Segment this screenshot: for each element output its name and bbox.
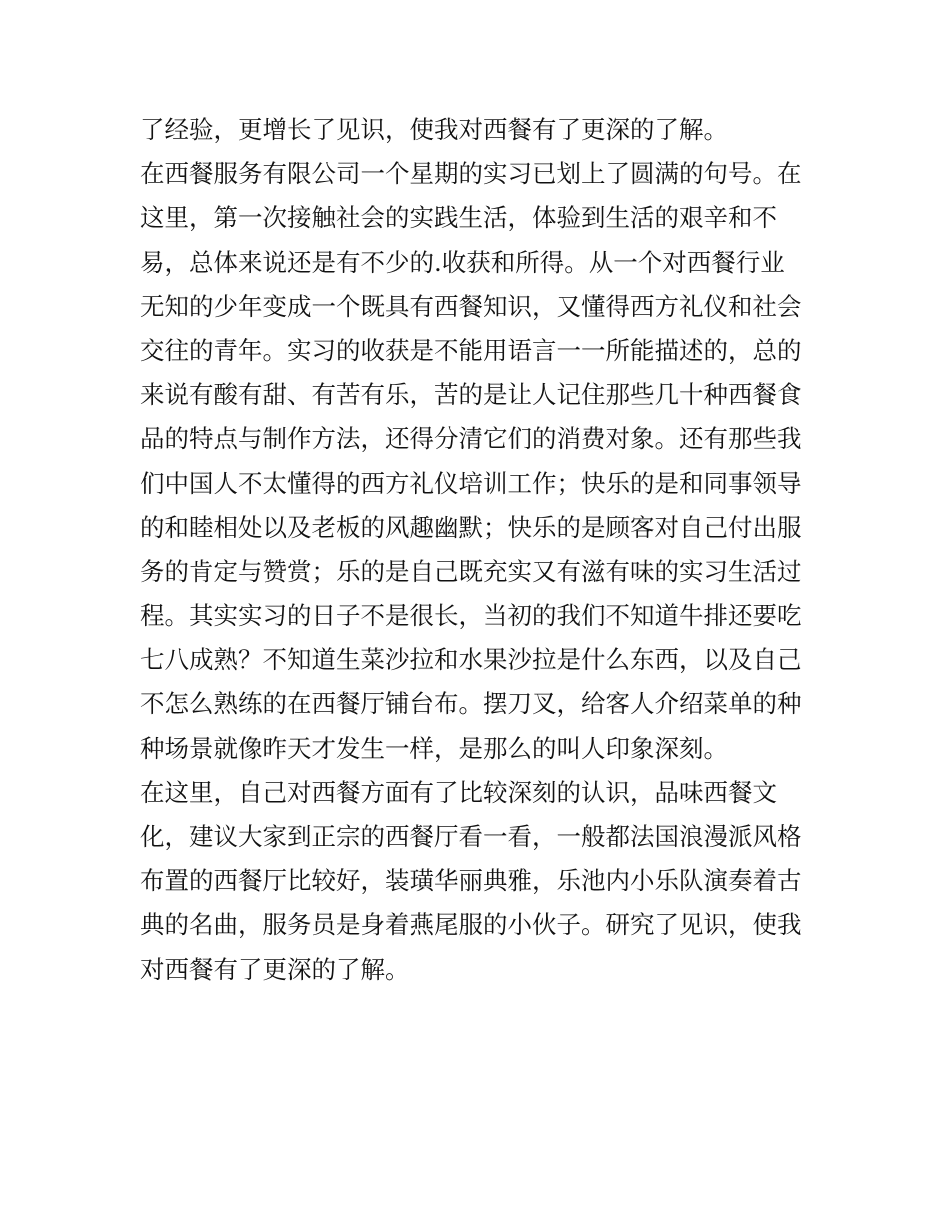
text-line: 易，总体来说还是有不少的.收获和所得。从一个对西餐行业: [140, 247, 785, 277]
text-line: 来说有酸有甜、有苦有乐，苦的是让人记住那些几十种西餐食: [140, 380, 802, 410]
body-text: [140, 108, 820, 992]
text-line: 在西餐服务有限公司一个星期的实习已划上了圆满的句号。在: [140, 159, 802, 189]
text-line: 交往的青年。实习的收获是不能用语言一一所能描述的，总的: [140, 335, 802, 365]
text-line: 化，建议大家到正宗的西餐厅看一看，一般都法国浪漫派风格: [140, 822, 802, 851]
text-line: 程。其实实习的日子不是很长，当初的我们不知道牛排还要吃: [140, 601, 802, 631]
text-line: 种场景就像昨天才发生一样，是那么的叫人印象深刻。: [140, 733, 728, 763]
text-line: 七八成熟？不知道生菜沙拉和水果沙拉是什么东西，以及自己: [140, 645, 802, 675]
text-line: 在这里，自己对西餐方面有了比较深刻的认识，品味西餐文: [140, 777, 777, 807]
text-line: 典的名曲，服务员是身着燕尾服的小伙子。研究了见识，使我: [140, 910, 802, 940]
text-line: 对西餐有了更深的了解。: [140, 954, 410, 984]
text-line: 的和睦相处以及老板的风趣幽默；快乐的是顾客对自己付出服: [140, 512, 802, 542]
text-line: 无知的少年变成一个既具有西餐知识，又懂得西方礼仪和社会: [140, 291, 802, 321]
text-line: 品的特点与制作方法，还得分清它们的消费对象。还有那些我: [140, 424, 802, 454]
text-line: 务的肯定与赞赏；乐的是自己既充实又有滋有味的实习生活过: [140, 556, 802, 586]
text-line: 不怎么熟练的在西餐厅铺台布。摆刀叉，给客人介绍菜单的种: [140, 689, 802, 719]
text-line: 布置的西餐厅比较好，装璜华丽典雅，乐池内小乐队演奏着古: [140, 866, 802, 896]
text-line: 了经验，更增长了见识，使我对西餐有了更深的了解。: [140, 115, 728, 144]
text-line: 这里，第一次接触社会的实践生活，体验到生活的艰辛和不: [140, 203, 777, 233]
text-line: 们中国人不太懂得的西方礼仪培训工作；快乐的是和同事领导: [140, 468, 802, 498]
